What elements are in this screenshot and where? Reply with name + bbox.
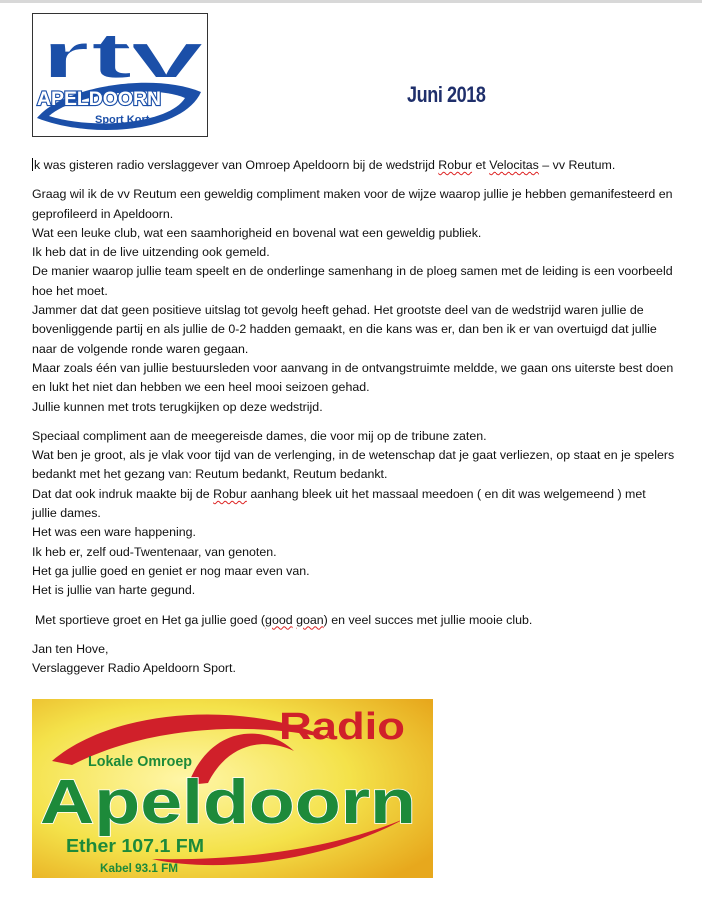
dames-text-end: aanhang bleek uit het massaal meedoen ( en dit was welgemeend ) met bbox=[246, 486, 646, 501]
rtv-apeldoorn-logo bbox=[32, 13, 208, 137]
signoff-text: Met sportieve groet en Het ga jullie goed ( bbox=[35, 612, 266, 627]
letter-body bbox=[32, 156, 692, 678]
intro-robur: Robur bbox=[438, 158, 473, 172]
dames-line: Het ga jullie goed en geniet er nog maar even van. bbox=[32, 563, 310, 578]
logo-sport-kort-text: Sport Kort bbox=[95, 114, 150, 126]
compliment-line: De manier waarop jullie team speelt en de onderlinge samenhang in de ploeg samen met de leiding is een voorbeeld bbox=[32, 264, 673, 279]
logo-lokale-omroep-text: Lokale Omroep bbox=[88, 753, 192, 770]
signature-name: Jan ten Hove, bbox=[32, 641, 109, 656]
intro-et: et bbox=[472, 158, 490, 172]
signoff-line bbox=[32, 611, 692, 630]
logo-radio-text: Radio bbox=[279, 706, 405, 748]
logo-apeldoorn-text: APELDOORN bbox=[37, 89, 161, 110]
intro-text-end: – vv Reutum. bbox=[538, 158, 616, 172]
compliment-line: en lukt het niet dan hebben we een heel mooi seizoen gehad. bbox=[32, 380, 370, 395]
signoff-goan: goan bbox=[296, 612, 324, 627]
compliment-line: Graag wil ik de vv Reutum een geweldig compliment maken voor de wijze waarop jullie je hebben gemanifesteerd en bbox=[32, 187, 673, 202]
dames-line: Speciaal compliment aan de meegereisde dames, die voor mij op de tribune zaten. bbox=[32, 428, 487, 443]
compliment-line: Ik heb dat in de live uitzending ook gemeld. bbox=[32, 245, 270, 260]
dames-line: Wat ben je groot, als je vlak voor tijd van de verlenging, in de wetenschap dat je gaat verliezen, op staat en je spelers bbox=[32, 448, 675, 463]
dames-line: jullie dames. bbox=[32, 506, 101, 521]
text-cursor bbox=[32, 158, 33, 171]
dames-line: Het is jullie van harte gegund. bbox=[32, 583, 196, 598]
dames-line bbox=[32, 485, 692, 504]
compliment-line: bovenliggende partij en als jullie de 0-2 hadden gemaakt, en die kans was er, dan ben ik er van overtuigd dat jullie bbox=[32, 322, 657, 337]
dames-line: Het was een ware happening. bbox=[32, 525, 196, 540]
logo-rtv-text: rtv bbox=[39, 18, 206, 92]
logo-ether-text: Ether 107.1 FM bbox=[66, 836, 204, 856]
dames-text: Dat dat ook indruk maakte bij de bbox=[32, 486, 214, 501]
signature-title: Verslaggever Radio Apeldoorn Sport. bbox=[32, 661, 236, 676]
radio-apeldoorn-logo bbox=[32, 699, 433, 878]
document-date: Juni 2018 bbox=[407, 82, 486, 107]
dames-robur: Robur bbox=[213, 486, 247, 501]
compliment-line: Wat een leuke club, wat een saamhorigheid en bovenal wat een geweldig publiek. bbox=[32, 225, 482, 240]
window-top-border bbox=[0, 0, 702, 3]
logo-apeldoorn-big-text: Apeldoorn bbox=[40, 768, 417, 837]
compliment-line: Jammer dat dat geen positieve uitslag tot gevolg heeft gehad. Het grootste deel van de wedstrijd waren jullie de bbox=[32, 303, 644, 318]
intro-velocitas: Velocitas bbox=[489, 158, 539, 172]
dames-line: Ik heb er, zelf oud-Twentenaar, van genoten. bbox=[32, 544, 277, 559]
compliment-line: naar de volgende ronde waren gegaan. bbox=[32, 341, 249, 356]
compliment-line: geprofileerd in Apeldoorn. bbox=[32, 206, 174, 221]
dames-line: bedankt met het gezang van: Reutum bedankt, Reutum bedankt. bbox=[32, 467, 388, 482]
intro-paragraph bbox=[32, 156, 692, 175]
signoff-good: good bbox=[265, 612, 293, 627]
signoff-text-end: ) en veel succes met jullie mooie club. bbox=[323, 612, 533, 627]
intro-text: k was gisteren radio verslaggever van Omroep Apeldoorn bij de wedstrijd bbox=[34, 158, 439, 172]
compliment-line: Maar zoals één van jullie bestuursleden voor aanvang in de ontvangstruimte meldde, we gaan ons uiterste best doen bbox=[32, 360, 674, 375]
compliment-line: Jullie kunnen met trots terugkijken op deze wedstrijd. bbox=[32, 399, 323, 414]
compliment-line: hoe het moet. bbox=[32, 283, 108, 298]
logo-kabel-text: Kabel 93.1 FM bbox=[100, 861, 178, 875]
